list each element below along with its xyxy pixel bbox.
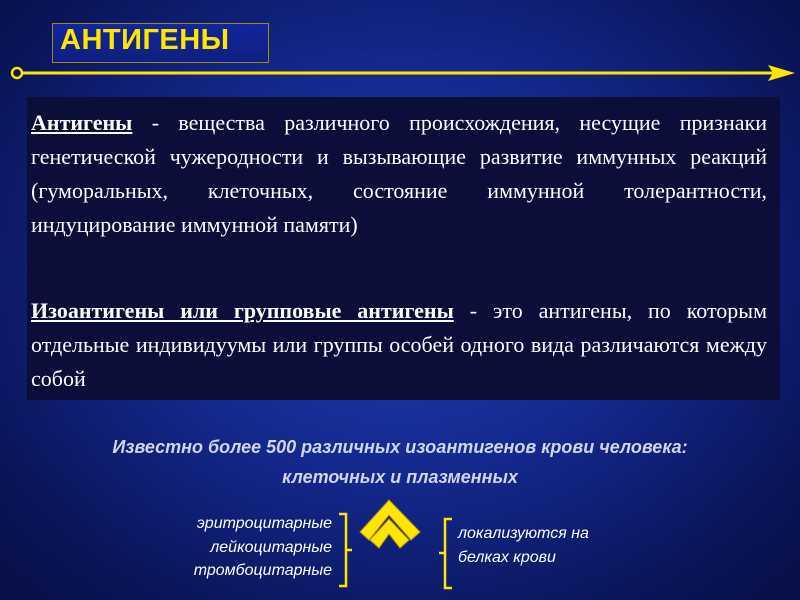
isoantigen-term: Изоантигены или групповые антигены [31,298,454,323]
chevron-up-icon [360,500,420,548]
arrow-tail-circle [12,68,22,78]
isoantigen-definition [31,294,767,396]
localization-line-2: белках крови [458,548,556,566]
note-line-2: клеточных и плазменных [282,467,518,487]
title-arrow [8,62,798,84]
antigen-definition-text: - вещества различного происхождения, несущие признаки генетической чужеродности и вызывающие развитие иммунных реакций (гуморальных, клеточных, состояние иммунной толерантности, индуцирование иммунной памяти) [31,110,767,237]
right-bracket [439,519,452,588]
page-title: АНТИГЕНЫ [60,24,230,56]
note-line-1: Известно более 500 различных изоантигенов крови человека: [112,437,688,457]
type-leukocyte: лейкоцитарные [210,538,332,556]
type-erythrocyte: эритроцитарные [196,515,332,532]
antigen-definition [31,106,767,242]
isoantigen-types [120,512,332,583]
localization-line-1: локализуются на [458,525,589,542]
type-thrombocyte: тромбоцитарные [193,562,332,579]
antigen-term: Антигены [31,110,133,135]
isoantigen-definition-text: - это антигены, по которым отдельные индивидуумы или группы особей одного вида различаются между собой [31,298,768,391]
localization-text [458,522,658,569]
left-bracket [339,514,352,586]
